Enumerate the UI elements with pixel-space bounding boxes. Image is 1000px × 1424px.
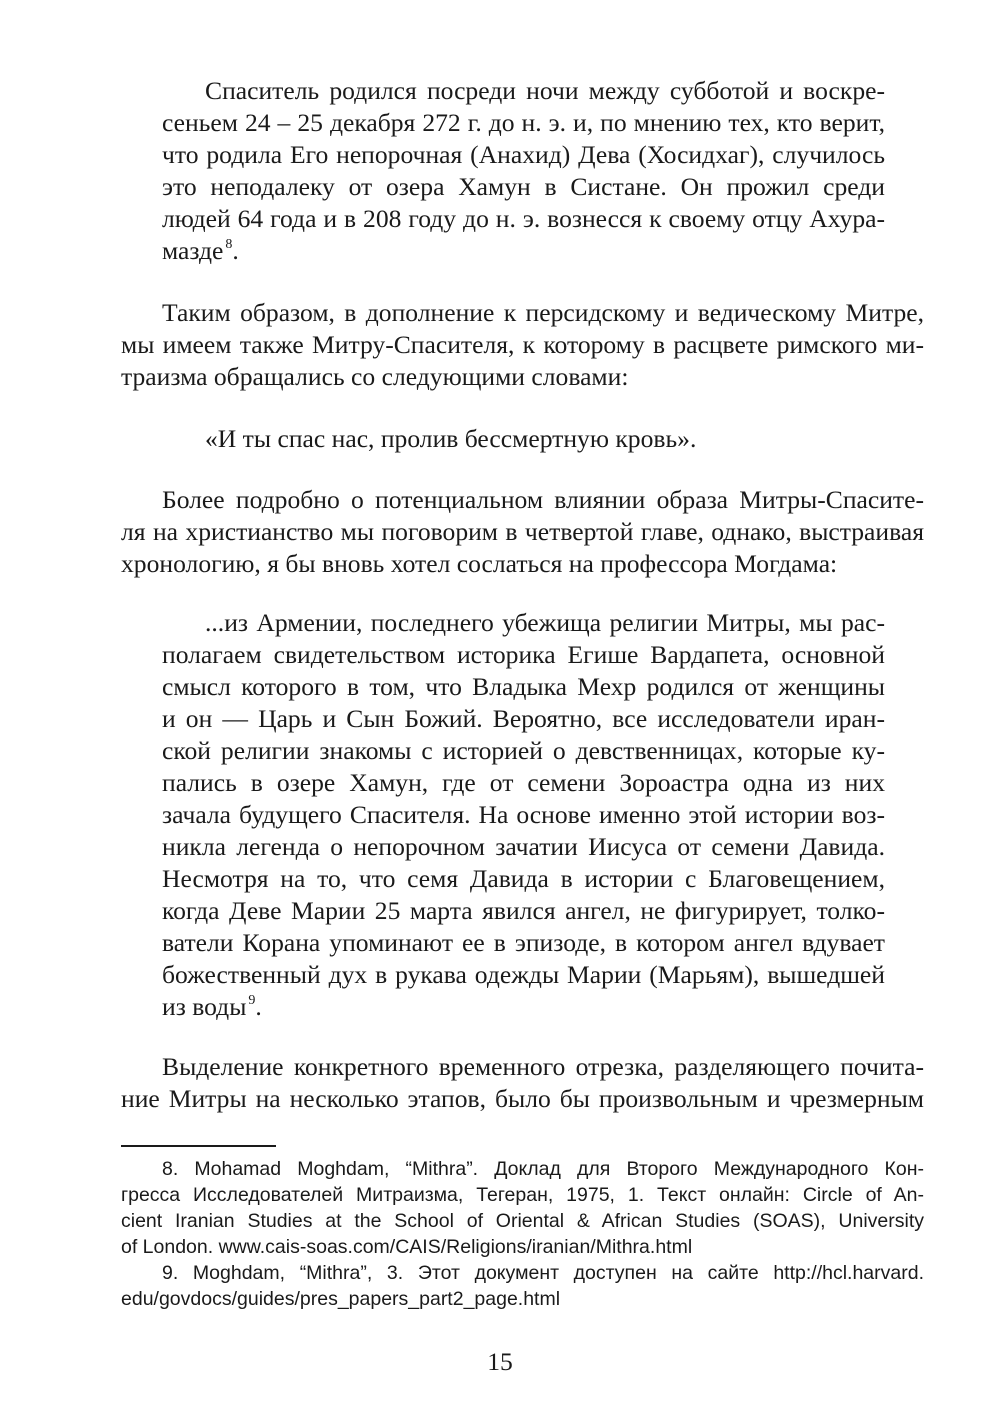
text-line: Выделение конкретного временного отрезка, разделяющего почита- [162, 1052, 924, 1081]
text-line: траизма обращались со следующими словами: [121, 362, 629, 391]
text-line: пались в озере Хамун, где от семени Зороастра одна из них [162, 768, 885, 797]
text-line: полагаем свидетельством историка Егише Вардапета, основной [162, 640, 885, 669]
footnote-line: of London. www.cais-soas.com/CAIS/Religions/iranian/Mithra.html [121, 1236, 693, 1258]
text-line: это неподалеку от озера Хамун в Систане. Он прожил среди [162, 172, 885, 201]
text-line: ватели Корана упоминают ее в эпизоде, в котором ангел вдувает [162, 928, 885, 957]
footnote-separator [121, 1145, 276, 1147]
text-line-last: мазде $^8$. [162, 236, 239, 265]
footnote-line: cient Iranian Studies at the School of Oriental & African Studies (SOAS), University [121, 1210, 924, 1232]
text-line-last: из воды $^9$. [162, 992, 262, 1021]
text-line: мы имеем также Митру-Спасителя, к которому в расцвете римского ми- [121, 330, 924, 359]
text-line: ние Митры на несколько этапов, было бы произвольным и чрезмерным [121, 1084, 924, 1113]
text-line: и он — Царь и Сын Божий. Вероятно, все исследователи иран- [162, 704, 885, 733]
text-line: Более подробно о потенциальном влиянии образа Митры-Спасите- [162, 485, 924, 514]
footnote-line: гресса Исследователей Митраизма, Тегеран, 1975, 1. Текст онлайн: Circle of An- [121, 1184, 924, 1206]
text-line: что родила Его непорочная (Анахид) Дева (Хосидхаг), случилось [162, 140, 885, 169]
footnote-line: 9. Moghdam, “Mithra”, 3. Этот документ доступен на сайте http://hcl.harvard. [162, 1262, 924, 1284]
text-line: смысл которого в том, что Владыка Мехр родился от женщины [162, 672, 885, 701]
footnote-line: edu/govdocs/guides/pres_papers_part2_page.html [121, 1288, 561, 1310]
text-line: ля на христианство мы поговорим в четвертой главе, однако, выстраивая [121, 517, 924, 546]
text-line: Спаситель родился посреди ночи между субботой и воскре- [205, 76, 885, 105]
text-line: сеньем 24 – 25 декабря 272 г. до н. э. и, по мнению тех, кто верит, [162, 108, 885, 137]
text-line: хронологию, я бы вновь хотел сослаться на профессора Могдама: [121, 549, 838, 578]
page-number: 15 [487, 1347, 513, 1376]
text-line: никла легенда о непорочном зачатии Иисуса от семени Давида. [162, 832, 885, 861]
text-line: людей 64 года и в 208 году до н. э. вознесся к своему отцу Ахура- [162, 204, 885, 233]
footnote-ref-8: 8 [225, 237, 233, 252]
text-line: Таким образом, в дополнение к персидскому и ведическому Митре, [162, 298, 924, 327]
footnote-line: 8. Mohamad Moghdam, “Mithra”. Доклад для Второго Международного Кон- [162, 1158, 924, 1180]
text-line: ...из Армении, последнего убежища религии Митры, мы рас- [205, 608, 885, 637]
text-line: когда Деве Марии 25 марта явился ангел, не фигурирует, толко- [162, 896, 885, 925]
text-line: ской религии знакомы с историей о девственницах, которые ку- [162, 736, 885, 765]
text-line: божественный дух в рукава одежды Марии (Марьям), вышедшей [162, 960, 885, 989]
footnote-ref-9: 9 [248, 993, 256, 1008]
text-line: зачала будущего Спасителя. На основе именно этой истории воз- [162, 800, 885, 829]
quote-line: «И ты спас нас, пролив бессмертную кровь». [205, 424, 697, 453]
text-line: Несмотря на то, что семя Давида в истории с Благовещением, [162, 864, 885, 893]
